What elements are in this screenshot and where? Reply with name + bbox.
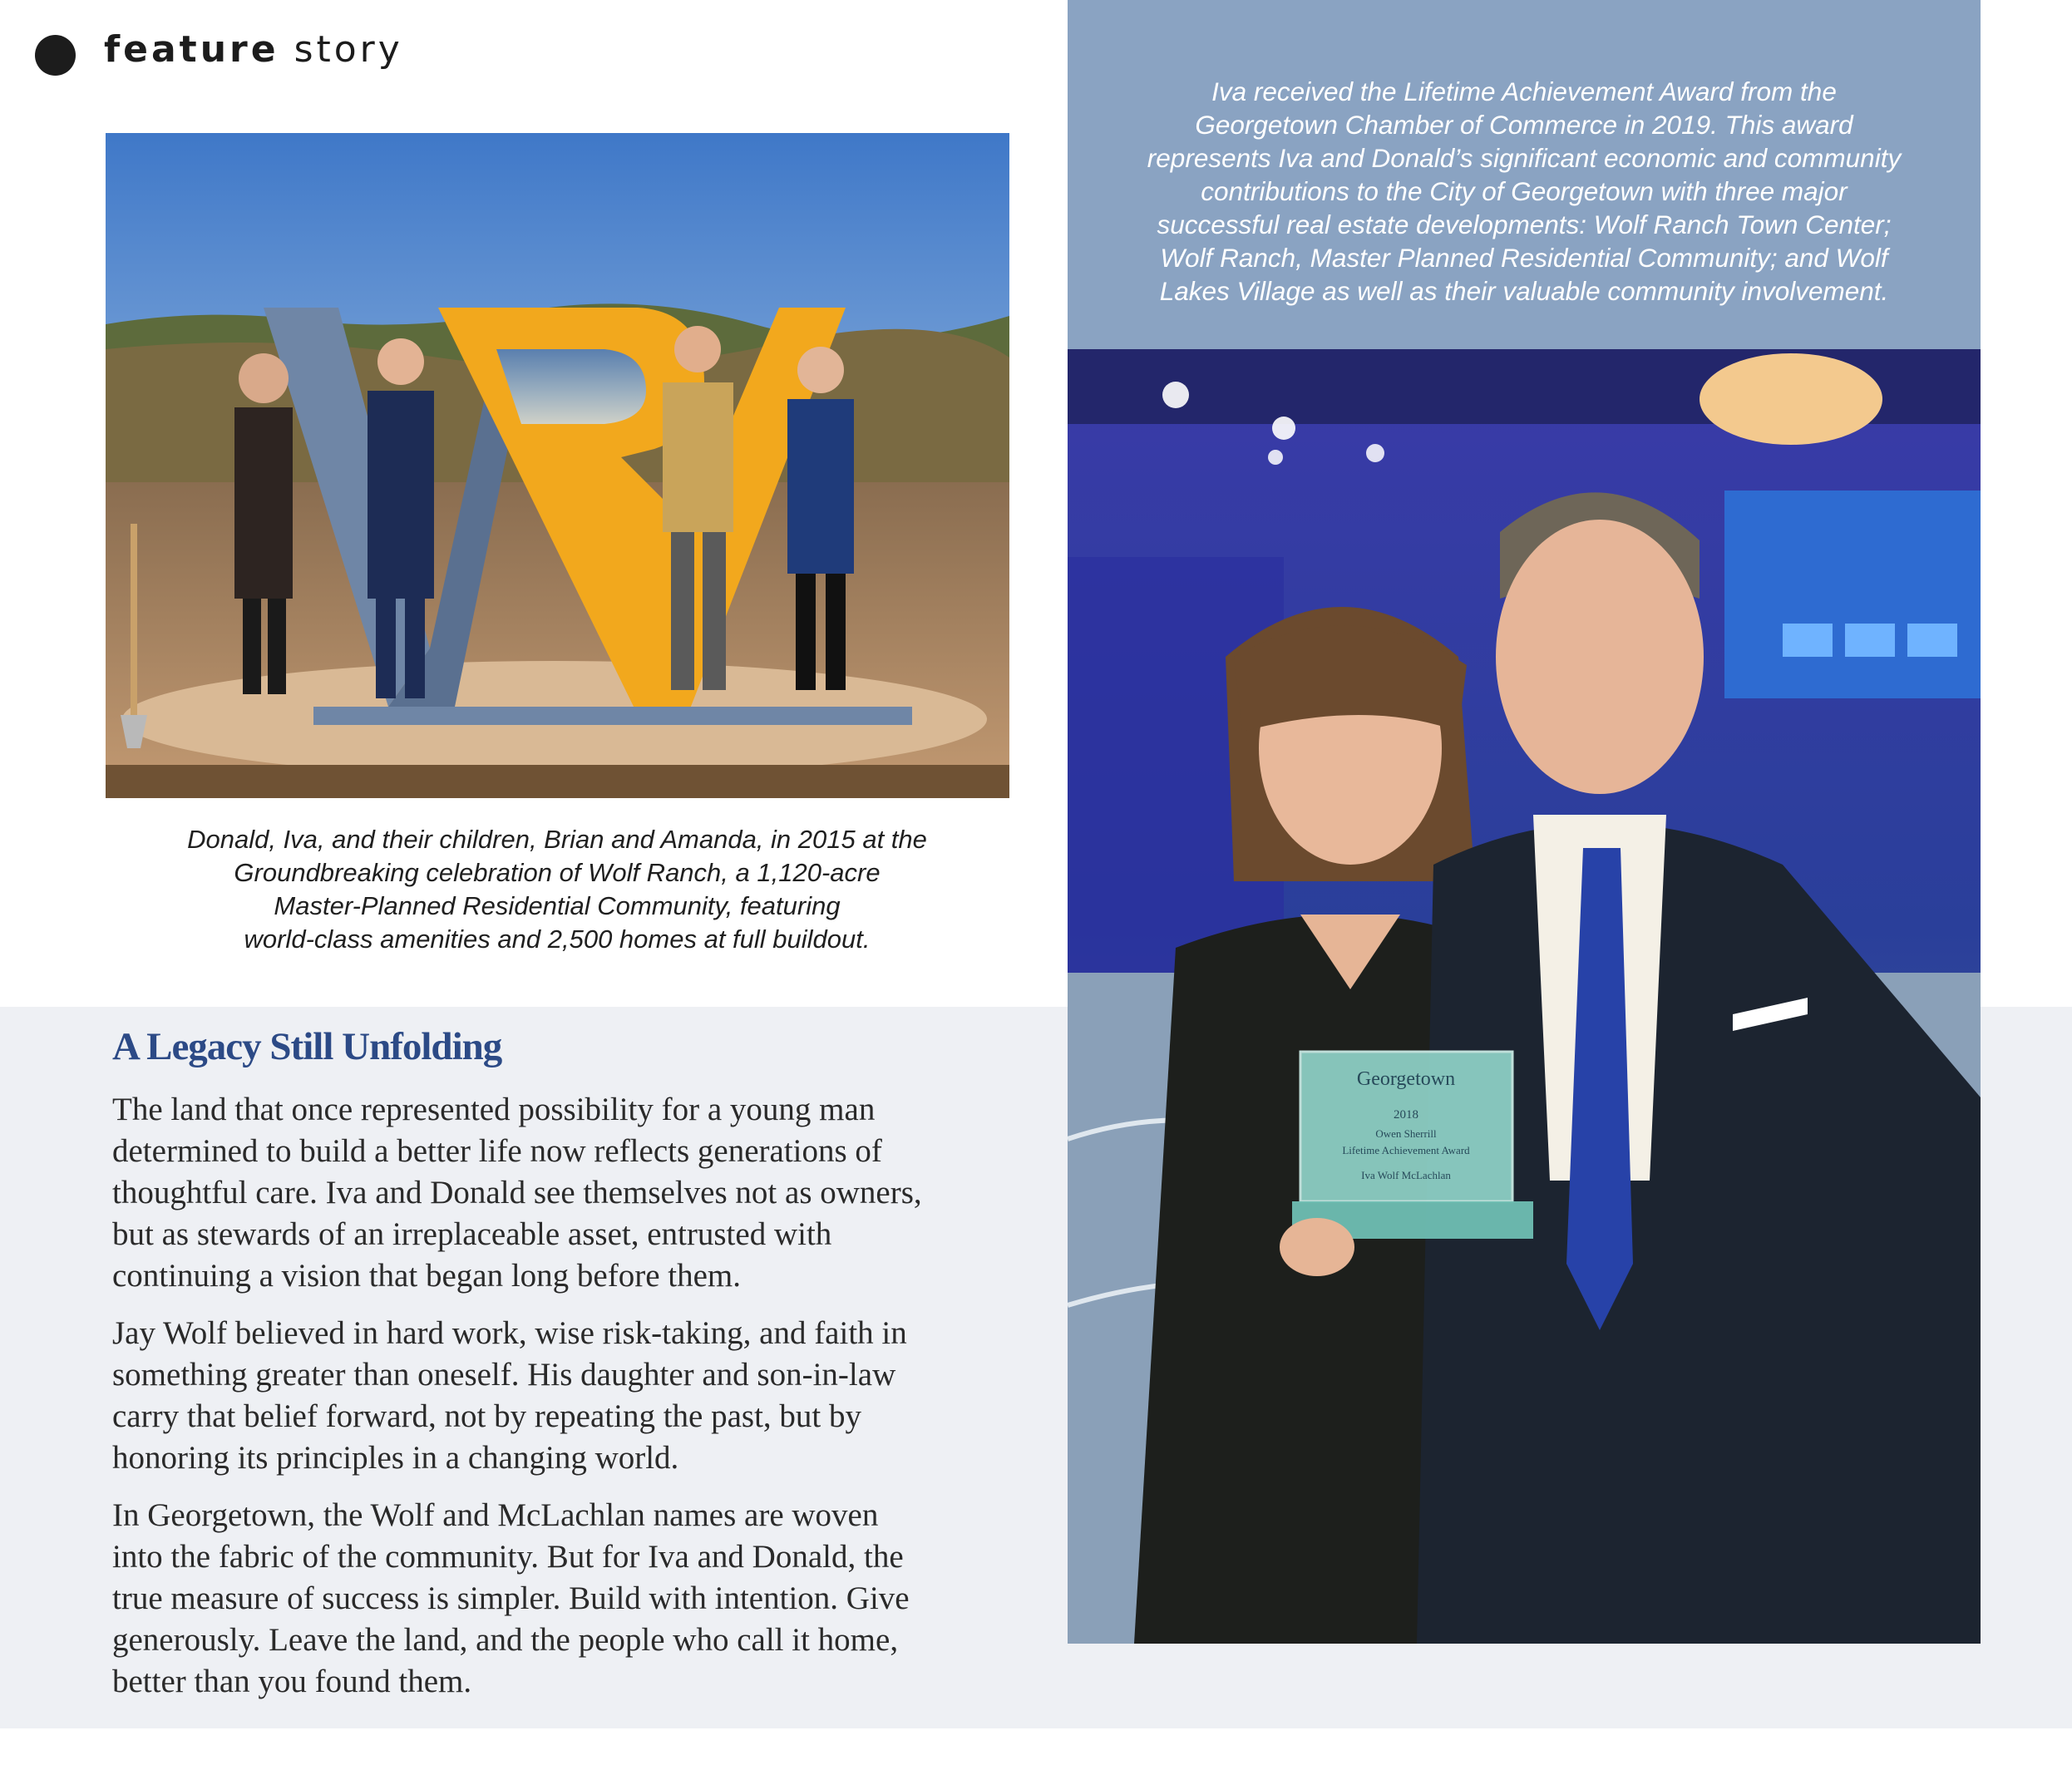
article-line: generously. Leave the land, and the people who call it home,	[112, 1622, 899, 1658]
award-photo	[1068, 349, 1981, 1644]
article-line: true measure of success is simpler. Build with intention. Give	[112, 1580, 910, 1616]
caption-line: Groundbreaking celebration of Wolf Ranch, a 1,120-acre	[234, 858, 881, 887]
award-callout-text	[1106, 75, 1942, 308]
section-bullet-icon	[35, 35, 76, 76]
article-line: Jay Wolf believed in hard work, wise risk-taking, and faith in	[112, 1315, 907, 1351]
plaque-year: 2018	[1394, 1108, 1418, 1122]
article-line: thoughtful care. Iva and Donald see themselves not as owners,	[112, 1175, 922, 1210]
caption-line: Master-Planned Residential Community, featuring	[274, 891, 841, 920]
award-plaque	[1292, 1052, 1533, 1239]
section-label-light: story	[294, 28, 403, 71]
article-line: The land that once represented possibility for a young man	[112, 1092, 876, 1127]
article-line: In Georgetown, the Wolf and McLachlan names are woven	[112, 1497, 879, 1533]
article-line: carry that belief forward, not by repeating the past, but by	[112, 1398, 862, 1434]
award-line: contributions to the City of Georgetown with three major	[1201, 176, 1848, 206]
article-line: continuing a vision that began long before them.	[112, 1258, 741, 1294]
award-line: Iva received the Lifetime Achievement Award from the	[1211, 76, 1837, 106]
article-line: better than you found them.	[112, 1664, 472, 1699]
award-line: Lakes Village as well as their valuable community involvement.	[1159, 276, 1889, 306]
groundbreaking-photo	[106, 133, 1009, 798]
groundbreaking-caption	[133, 823, 981, 956]
groundbreaking-photo-illustration	[106, 133, 1009, 798]
article-line: but as stewards of an irreplaceable asset, entrusted with	[112, 1216, 832, 1252]
caption-line: world-class amenities and 2,500 homes at full buildout.	[244, 924, 871, 954]
article-line: determined to build a better life now reflects generations of	[112, 1133, 882, 1169]
section-label	[104, 28, 403, 71]
award-line: successful real estate developments: Wolf Ranch Town Center;	[1157, 210, 1892, 239]
article-paragraph	[112, 1495, 1010, 1703]
article-paragraph	[112, 1313, 1010, 1479]
article-paragraph	[112, 1089, 1010, 1297]
award-line: represents Iva and Donald’s significant economic and community	[1147, 143, 1902, 173]
plaque-line2: Lifetime Achievement Award	[1342, 1144, 1470, 1156]
award-photo-illustration	[1068, 349, 1981, 1644]
plaque-line1: Owen Sherrill	[1375, 1127, 1437, 1140]
article-line: something greater than oneself. His daughter and son-in-law	[112, 1357, 896, 1393]
award-line: Wolf Ranch, Master Planned Residential Community; and Wolf	[1160, 243, 1888, 273]
section-label-bold: feature	[104, 28, 279, 71]
plaque-recipient: Iva Wolf McLachlan	[1361, 1169, 1451, 1181]
caption-line: Donald, Iva, and their children, Brian and Amanda, in 2015 at the	[187, 825, 927, 854]
article-heading: A Legacy Still Unfolding	[112, 1025, 502, 1068]
article-body	[112, 1089, 1010, 1718]
article-line: honoring its principles in a changing world.	[112, 1440, 679, 1476]
plaque-brand: Georgetown	[1356, 1068, 1456, 1090]
award-line: Georgetown Chamber of Commerce in 2019. This award	[1195, 110, 1853, 140]
article-line: into the fabric of the community. But for Iva and Donald, the	[112, 1539, 904, 1575]
